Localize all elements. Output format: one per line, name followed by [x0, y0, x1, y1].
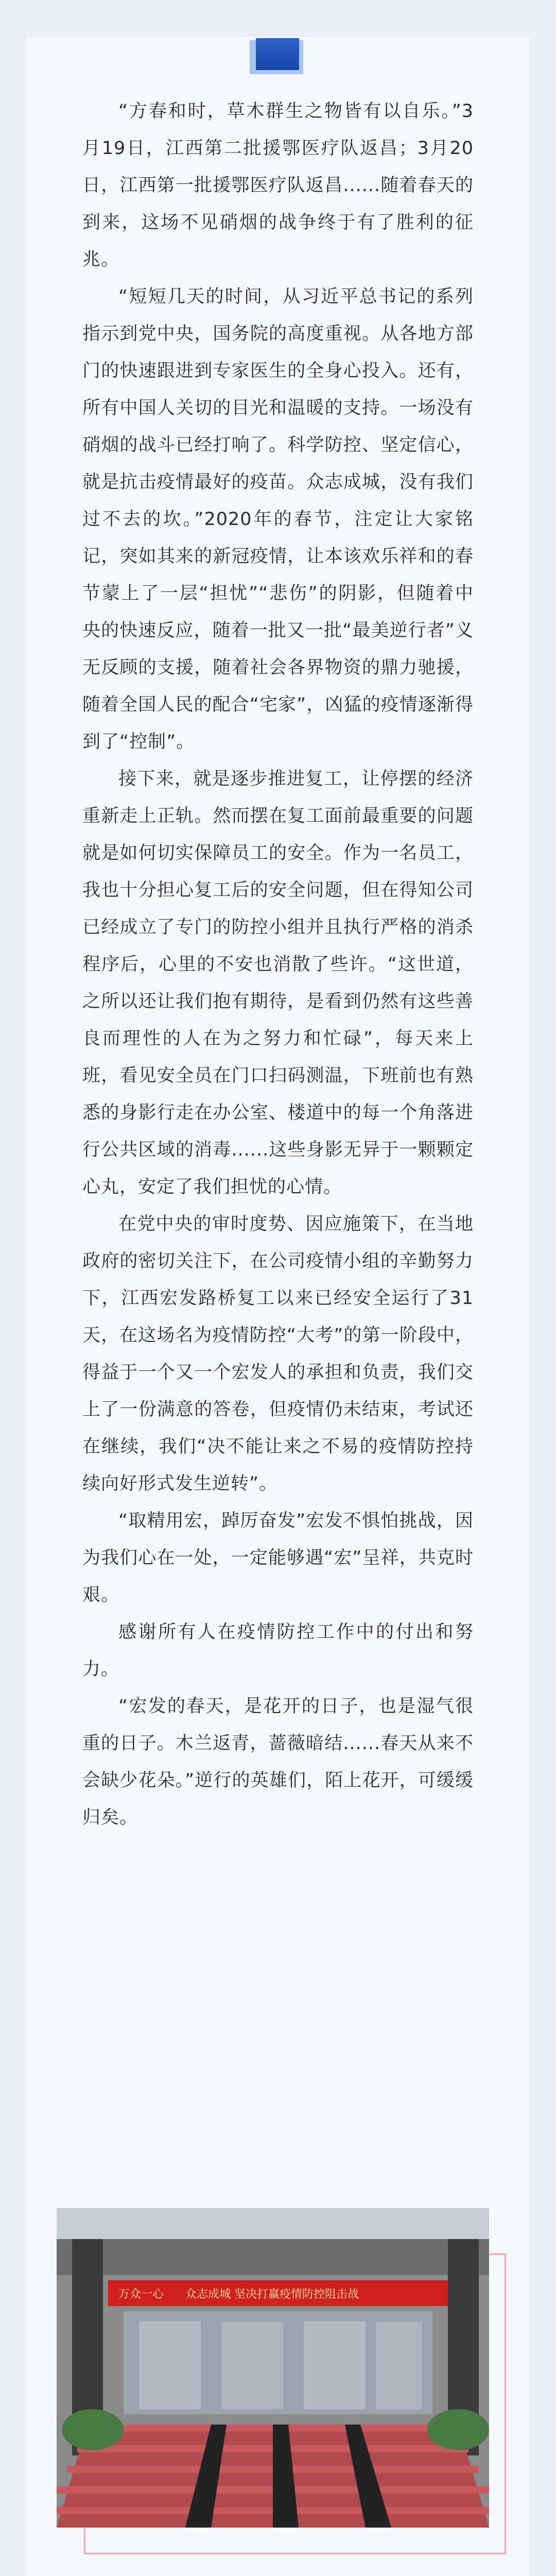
paragraph: “短短几天的时间，从习近平总书记的系列指示到党中央，国务院的高度重视。从各地方部门的快速跟进到专家医生的全身心投入。还有，所有中国人关切的目光和温暖的支持。一场没有硝烟的战斗已经打响了。科学防控、坚定信心，就是抗击疫情最好的疫苗。众志成城，没有我们过不去的坎。”2020年的春节，注定让大家铭记，突如其来的新冠疫情，让本该欢乐祥和的春节蒙上了一层“担忧”“悲伤”的阴影，但随着中央的快速反应，随着一批又一批“最美逆行者”义无反顾的支援，随着社会各界物资的鼎力驰援，随着全国人民的配合“宅家”，凶猛的疫情逐渐得到了“控制”。	[82, 286, 474, 752]
paragraph: “宏发的春天，是花开的日子，也是湿气很重的日子。木兰返青，蔷薇暗结......春天从来不会缺少花朵。”逆行的英雄们，陌上花开，可缓缓归矣。	[82, 1696, 474, 1828]
paragraph: “取精用宏，踔厉奋发”宏发不惧怕挑战，因为我们心在一处，一定能够遇“宏”呈祥，共克时艰。	[82, 1511, 474, 1605]
entrance-photo-illustration	[57, 2208, 489, 2528]
entrance-photo	[57, 2208, 489, 2528]
article-body	[82, 93, 474, 1836]
paragraph: 感谢所有人在疫情防控工作中的付出和努力。	[82, 1622, 474, 1680]
paragraph: “方春和时，草木群生之物皆有以自乐。”3月19日，江西第二批援鄂医疗队返昌；3月20日，江西第一批援鄂医疗队返昌......随着春天的到来，这场不见硝烟的战争终于有了胜利的征兆。	[82, 101, 474, 270]
header-badge	[256, 38, 299, 70]
banner-main-text: 众志成城 坚决打赢疫情防控阻击战	[185, 2288, 359, 2301]
paragraph: 在党中央的审时度势、因应施策下，在当地政府的密切关注下，在公司疫情小组的辛勤努力下，江西宏发路桥复工以来已经安全运行了31天，在这场名为疫情防控“大考”的第一阶段中，得益于一个又一个宏发人的承担和负责，我们交上了一份满意的答卷，但疫情仍未结束，考试还在继续，我们“决不能让来之不易的疫情防控持续向好形式发生逆转”。	[82, 1214, 474, 1494]
paragraph: 接下来，就是逐步推进复工，让停摆的经济重新走上正轨。然而摆在复工面前最重要的问题就是如何切实保障员工的安全。作为一名员工，我也十分担心复工后的安全问题，但在得知公司已经成立了专门的防控小组并且执行严格的消杀程序后，心里的不安也消散了些许。“这世道，之所以还让我们抱有期待，是看到仍然有这些善良而理性的人在为之努力和忙碌”，每天来上班，看见安全员在门口扫码测温，下班前也有熟悉的身影行走在办公室、楼道中的每一个角落进行公共区域的消毒......这些身影无异于一颗颗定心丸，安定了我们担忧的心情。	[82, 769, 474, 1197]
banner-left-text: 万众一心	[118, 2288, 164, 2301]
